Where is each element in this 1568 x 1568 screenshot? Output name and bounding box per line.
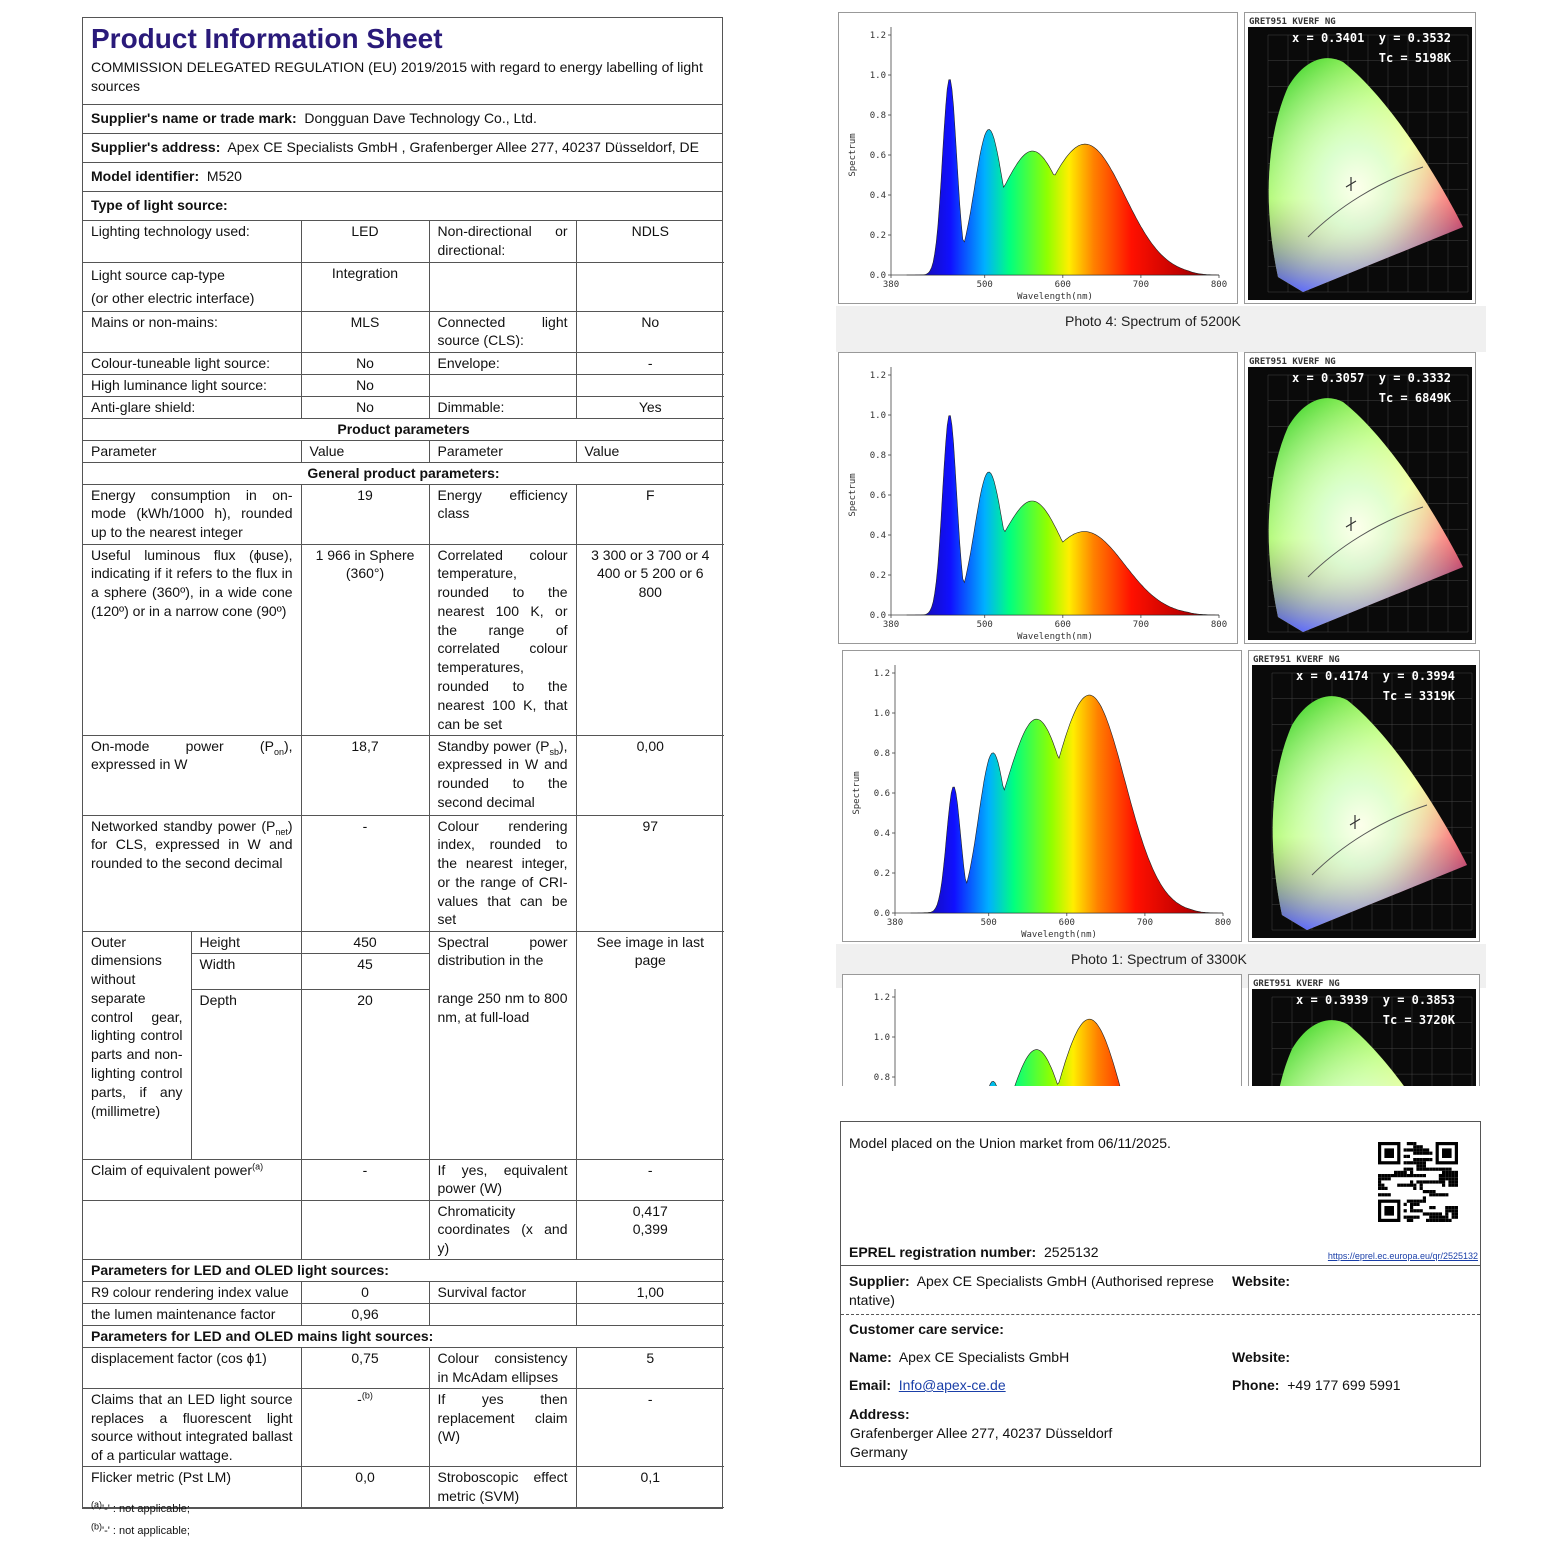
y-tick-label: 1.0 <box>869 411 886 421</box>
table-row: Light source cap-type (or other electric interface) Integration <box>83 262 724 311</box>
cie-chromaticity-diagram <box>1244 12 1476 304</box>
spectrum-curve <box>907 416 1219 615</box>
y-tick-label: 0.0 <box>869 271 886 281</box>
table-row: Width 45 <box>83 953 724 989</box>
x-tick-label: 500 <box>980 918 997 928</box>
spectrum-plot <box>843 651 1243 943</box>
address-label: Address: <box>849 1406 910 1422</box>
model-row: Model identifier: M520 <box>83 163 722 192</box>
x-tick-label: 700 <box>1132 280 1150 290</box>
email-link[interactable]: Info@apex-ce.de <box>898 1377 1006 1393</box>
y-tick-label: 0.2 <box>869 571 886 581</box>
table-row: Claims that an LED light source replaces a fluorescent light source without integrated ballast of a particular wattage. -$^{(b)}$ If yes then replacement claim (W) - <box>83 1388 724 1466</box>
cie-header: GRET951 KVERF NG <box>1249 357 1336 367</box>
color-temperature-readout: Tc = 3720K <box>1382 1013 1455 1027</box>
x-tick-label: 700 <box>1132 620 1150 630</box>
type-of-light-source: Type of light source: <box>83 192 722 221</box>
spectrum-chart <box>838 352 1238 644</box>
supplier-info: Supplier: Apex CE Specialists GmbH (Authorised represe ntative) <box>849 1273 1214 1308</box>
spectrum-plot <box>839 13 1239 305</box>
x-tick-label: 800 <box>1214 918 1232 928</box>
cie-chromaticity-diagram <box>1244 352 1476 644</box>
cie-header: GRET951 KVERF NG <box>1253 979 1340 989</box>
supplier-name-row: Supplier's name or trade mark: Dongguan Dave Technology Co., Ltd. <box>83 105 722 134</box>
y-tick-label: 0.6 <box>873 789 890 799</box>
x-axis-label: Wavelength(nm) <box>1017 292 1093 302</box>
y-tick-label: 0.0 <box>873 909 890 919</box>
x-tick-label: 500 <box>976 280 993 290</box>
spectrum-curve <box>911 695 1223 913</box>
cie-header: GRET951 KVERF NG <box>1249 17 1336 27</box>
y-tick-label: 0.2 <box>869 231 886 241</box>
y-tick-label: 0.4 <box>869 531 886 541</box>
section-header: General product parameters: <box>83 462 724 484</box>
chromaticity-xy-readout: x = 0.3057 y = 0.3332 <box>1292 371 1451 385</box>
spectrum-chart <box>842 974 1242 1086</box>
y-tick-label: 0.4 <box>869 191 886 201</box>
table-row: Flicker metric (Pst LM) 0,0 Stroboscopic effect metric (SVM) 0,1 <box>83 1467 724 1508</box>
y-tick-label: 0.4 <box>873 829 890 839</box>
table-row: Outer dimensions without separate control gear, lighting control parts and non-lighting control parts, if any (millimetre) Height 450 Spectral power distribution in the range 250 nm to 800 nm, at full-load See image in last page <box>83 931 724 953</box>
cie-plot <box>1248 27 1474 302</box>
y-tick-label: 1.0 <box>869 71 886 81</box>
supplier-address-row: Supplier's address: Apex CE Specialists GmbH , Grafenberger Allee 277, 40237 Düsseldorf, DE <box>83 134 722 163</box>
care-email: Email: Info@apex-ce.de <box>849 1377 1006 1393</box>
x-tick-label: 700 <box>1136 918 1154 928</box>
x-tick-label: 500 <box>976 620 993 630</box>
market-placement-text: Model placed on the Union market from 06/11/2025. <box>849 1135 1171 1151</box>
x-axis-label: Wavelength(nm) <box>1017 632 1093 642</box>
y-axis-label: Spectrum <box>848 473 858 517</box>
supplier-address: Apex CE Specialists GmbH , Grafenberger Allee 277, 40237 Düsseldorf, DE <box>227 139 699 155</box>
y-tick-label: 1.2 <box>869 371 886 381</box>
eprel-link[interactable]: https://eprel.ec.europa.eu/qr/2525132 <box>1327 1251 1478 1261</box>
address-line-1: Grafenberger Allee 277, 40237 Düsseldorf <box>850 1425 1113 1441</box>
sheet-title: Product Information Sheet <box>91 23 443 54</box>
x-tick-label: 600 <box>1058 918 1075 928</box>
care-website-label: Website: <box>1232 1349 1291 1365</box>
x-tick-label: 800 <box>1210 620 1228 630</box>
section-header: Parameters for LED and OLED light sources: <box>83 1259 724 1281</box>
table-row: Useful luminous flux (ɸuse), indicating if it refers to the flux in a sphere (360º), in a wide cone (120º) or in a narrow cone (90º) 1 966 in Sphere (360°) Correlated colour temperature, rounded to the nearest 100 K, or the range of correlated colour temperatures, rounded to the nearest 100 K, that can be set 3 300 or 3 700 or 4 400 or 5 200 or 6 800 <box>83 544 724 735</box>
parameters-table <box>83 221 724 1508</box>
y-tick-label: 1.2 <box>873 993 890 1003</box>
eprel-card <box>840 1121 1481 1467</box>
y-tick-label: 0.8 <box>873 749 890 759</box>
spectrum-images <box>836 8 1486 1086</box>
spectrum-plot <box>839 353 1239 645</box>
y-tick-label: 0.8 <box>873 1073 890 1083</box>
y-tick-label: 1.0 <box>873 709 890 719</box>
product-information-sheet <box>82 17 723 1509</box>
table-row: Claim of equivalent power$^{(a)}$ - If yes, equivalent power (W) - <box>83 1159 724 1200</box>
spectrum-plot <box>843 975 1243 1086</box>
table-row: displacement factor (cos ɸ1) 0,75 Colour consistency in McAdam ellipses 5 <box>83 1347 724 1388</box>
spectrum-caption-5200k: Photo 4: Spectrum of 5200K <box>1065 313 1241 329</box>
model-identifier: M520 <box>206 168 242 184</box>
table-row: Lighting technology used: LED Non-directional or directional: NDLS <box>83 221 724 262</box>
column-header-row: Parameter Value Parameter Value <box>83 440 724 462</box>
section-header: Product parameters <box>83 418 724 440</box>
chromaticity-xy-readout: x = 0.3401 y = 0.3532 <box>1292 31 1451 45</box>
spectrum-chart <box>838 12 1238 304</box>
table-row: Chromaticity coordinates (x and y) 0,417 0,399 <box>83 1200 724 1259</box>
spectrum-curve <box>911 1019 1223 1086</box>
table-row: Depth 20 <box>83 989 724 1159</box>
cie-header: GRET951 KVERF NG <box>1253 655 1340 665</box>
chromaticity-xy-readout: x = 0.4174 y = 0.3994 <box>1296 669 1455 683</box>
y-tick-label: 1.2 <box>869 31 886 41</box>
y-tick-label: 0.6 <box>869 491 886 501</box>
table-row: Energy consumption in on-mode (kWh/1000 h), rounded up to the nearest integer 19 Energy efficiency class F <box>83 484 724 544</box>
footnote-b: $^{(b)}$'-' : not applicable; <box>91 1521 190 1537</box>
section-header: Parameters for LED and OLED mains light sources: <box>83 1325 724 1347</box>
care-name: Name: Apex CE Specialists GmbH <box>849 1349 1070 1365</box>
customer-care-heading: Customer care service: <box>849 1321 1004 1337</box>
spectrum-curve <box>907 80 1219 275</box>
cie-plot <box>1248 367 1474 642</box>
x-tick-label: 800 <box>1210 280 1228 290</box>
x-tick-label: 380 <box>886 918 904 928</box>
regulation-subtitle: COMMISSION DELEGATED REGULATION (EU) 2019/2015 with regard to energy labelling of light sources <box>83 56 722 105</box>
cie-chromaticity-diagram <box>1248 974 1480 1086</box>
table-row: the lumen maintenance factor 0,96 <box>83 1303 724 1325</box>
y-tick-label: 0.8 <box>869 111 886 121</box>
color-temperature-readout: Tc = 5198K <box>1378 51 1451 65</box>
table-row: Anti-glare shield: No Dimmable: Yes <box>83 396 724 418</box>
cie-chromaticity-diagram <box>1248 650 1480 942</box>
address-line-2: Germany <box>850 1444 908 1460</box>
y-tick-label: 1.2 <box>873 669 890 679</box>
x-axis-label: Wavelength(nm) <box>1021 930 1097 940</box>
y-tick-label: 0.8 <box>869 451 886 461</box>
table-row: R9 colour rendering index value 0 Survival factor 1,00 <box>83 1281 724 1303</box>
table-row: High luminance light source: No <box>83 374 724 396</box>
y-axis-label: Spectrum <box>852 771 862 815</box>
outer-dimensions-label: Outer dimensions without separate control gear, lighting control parts and non-lighting control parts, if any (millimetre) <box>83 931 191 1159</box>
footnote-a: $^{(a)}$'-' : not applicable; <box>91 1499 190 1515</box>
eprel-registration: EPREL registration number: 2525132 <box>849 1244 1099 1260</box>
y-axis-label: Spectrum <box>848 133 858 177</box>
care-phone: Phone: +49 177 699 5991 <box>1232 1377 1401 1393</box>
spectrum-chart <box>842 650 1242 942</box>
supplier-name: Dongguan Dave Technology Co., Ltd. <box>304 110 537 126</box>
table-row: Colour-tuneable light source: No Envelope: - <box>83 352 724 374</box>
x-tick-label: 380 <box>882 280 900 290</box>
y-tick-label: 0.2 <box>873 869 890 879</box>
color-temperature-readout: Tc = 3319K <box>1382 689 1455 703</box>
x-tick-label: 600 <box>1054 620 1071 630</box>
color-temperature-readout: Tc = 6849K <box>1378 391 1451 405</box>
qr-code-icon[interactable] <box>1378 1142 1458 1222</box>
chromaticity-xy-readout: x = 0.3939 y = 0.3853 <box>1296 993 1455 1007</box>
table-row: On-mode power $(P_{on})$, expressed in W 18,7 Standby power $(P_{sb})$, expressed in W and rounded to the second decimal 0,00 <box>83 735 724 815</box>
table-row: Networked standby power $(P_{net})$ for CLS, expressed in W and rounded to the second decimal - Colour rendering index, rounded to the nearest integer, or the range of CRI-values that can be set 97 <box>83 815 724 931</box>
spectrum-caption-3300k: Photo 1: Spectrum of 3300K <box>1071 951 1247 967</box>
y-tick-label: 1.0 <box>873 1033 890 1043</box>
y-tick-label: 0.0 <box>869 611 886 621</box>
x-tick-label: 380 <box>882 620 900 630</box>
y-tick-label: 0.6 <box>869 151 886 161</box>
x-tick-label: 600 <box>1054 280 1071 290</box>
table-row: Mains or non-mains: MLS Connected light source (CLS): No <box>83 311 724 352</box>
website-label: Website: <box>1232 1273 1291 1289</box>
cie-plot <box>1252 665 1478 940</box>
